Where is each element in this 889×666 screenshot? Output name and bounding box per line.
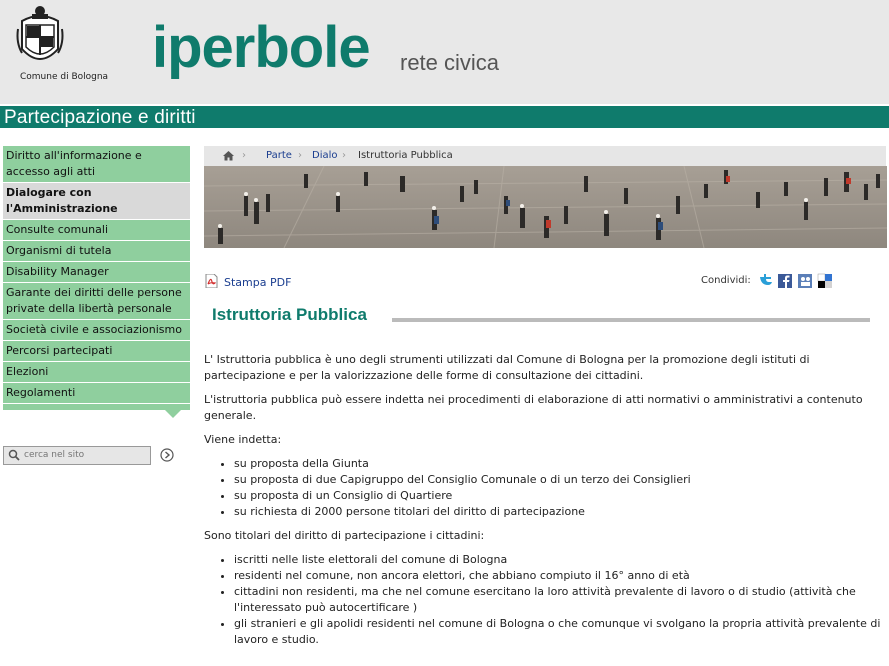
sidebar-item-diritto-informazione[interactable] [3,146,190,183]
sidebar-item-label: Diritto all'informazione e accesso agli atti [6,149,142,178]
list-item: • iscritti nelle liste elettorali del comune di Bologna [234,552,884,568]
list-item: • su proposta di due Capigruppo del Consiglio Comunale o di un terzo dei Consiglieri [234,472,884,488]
title-divider [392,318,870,322]
search-icon [8,449,20,461]
share-icons [758,273,838,293]
sidebar-item-label: Organismi di tutela [6,244,112,257]
bologna-crest-icon[interactable] [14,3,66,71]
sidebar-item-regolamenti[interactable] [3,383,190,404]
sidebar-item-consulte[interactable] [3,220,190,241]
sidebar-item-percorsi[interactable] [3,341,190,362]
print-pdf-link[interactable] [205,274,292,291]
list-item: • residenti nel comune, non ancora elettori, che abbiano compiuto il 16° anno di età [234,568,884,584]
list-titolari [204,552,884,648]
breadcrumb-link-dialogare[interactable]: Dialo [312,150,338,161]
twitter-icon[interactable] [760,274,772,285]
paragraph-titolari: Sono titolari del diritto di partecipazione i cittadini: [204,529,485,542]
breadcrumb-separator-icon: › [298,150,302,161]
breadcrumb-link-partecipazione[interactable]: Parte [266,150,292,161]
facebook-icon[interactable] [778,274,792,288]
sidebar-item-label: Percorsi partecipati [6,344,113,357]
search-box [3,446,151,465]
list-item: • su richiesta di 2000 persone titolari del diritto di partecipazione [234,504,884,520]
page-title: Istruttoria Pubblica [212,305,367,324]
sidebar-item-garante[interactable] [3,283,190,320]
iperbole-logo[interactable]: iperbole [152,15,370,80]
site-header [0,0,889,104]
sidebar-item-elezioni[interactable] [3,362,190,383]
myspace-icon[interactable] [798,274,812,288]
breadcrumb [204,146,886,166]
piazza-banner-image [204,166,887,248]
home-icon[interactable] [222,150,235,161]
delicious-icon[interactable] [818,274,832,288]
main-content [204,352,884,656]
list-proposte [204,456,884,520]
breadcrumb-current: Istruttoria Pubblica [358,150,453,161]
section-title-bar [0,106,889,128]
paragraph-procedimenti: L'istruttoria pubblica può essere indetta nei procedimenti di elaborazione di atti normativi o amministrativi a contenuto generale. [204,393,863,422]
paragraph-viene-indetta: Viene indetta: [204,433,282,446]
sidebar-item-label: Società civile e associazionismo [6,323,182,336]
logo-tagline: rete civica [400,50,500,75]
sidebar-tail [3,404,190,418]
sidebar-item-societa-civile[interactable] [3,320,190,341]
list-item: • gli stranieri e gli apolidi residenti nel comune di Bologna o che comunque vi svolgano la propria attività prevalente di lavoro e studio. [234,616,884,648]
list-item: • cittadini non residenti, ma che nel comune esercitano la loro attività prevalente di lavoro o di studio (attività che l'interessato può autocertificare ) [234,584,884,616]
list-item: • su proposta della Giunta [234,456,884,472]
share-label: Condividi: [701,275,751,286]
sidebar-item-label: Disability Manager [6,265,109,278]
sidebar-item-dialogare[interactable] [3,183,190,220]
search-submit-icon[interactable] [160,448,174,462]
search-input[interactable] [24,448,144,462]
breadcrumb-separator-icon: › [242,150,246,161]
sidebar-item-label: Dialogare con l'Amministrazione [6,186,118,215]
paragraph-intro: L' Istruttoria pubblica è uno degli strumenti utilizzati dal Comune di Bologna per la promozione degli istituti di partecipazione e per la valorizzazione delle forme di consultazione dei cittadini. [204,353,810,382]
sidebar-item-label: Consulte comunali [6,223,109,236]
breadcrumb-separator-icon: › [342,150,346,161]
comune-label: Comune di Bologna [20,72,109,82]
sidebar-item-label: Regolamenti [6,386,76,399]
sidebar-item-label: Garante dei diritti delle persone private della libertà personale [6,286,182,315]
sidebar-nav [3,146,190,418]
sidebar-item-disability[interactable] [3,262,190,283]
sidebar-item-label: Elezioni [6,365,49,378]
sidebar-item-organismi[interactable] [3,241,190,262]
section-title: Partecipazione e diritti [4,107,196,128]
pdf-icon [205,274,218,288]
list-item: • su proposta di un Consiglio di Quartiere [234,488,884,504]
print-pdf-label: Stampa PDF [224,276,292,289]
